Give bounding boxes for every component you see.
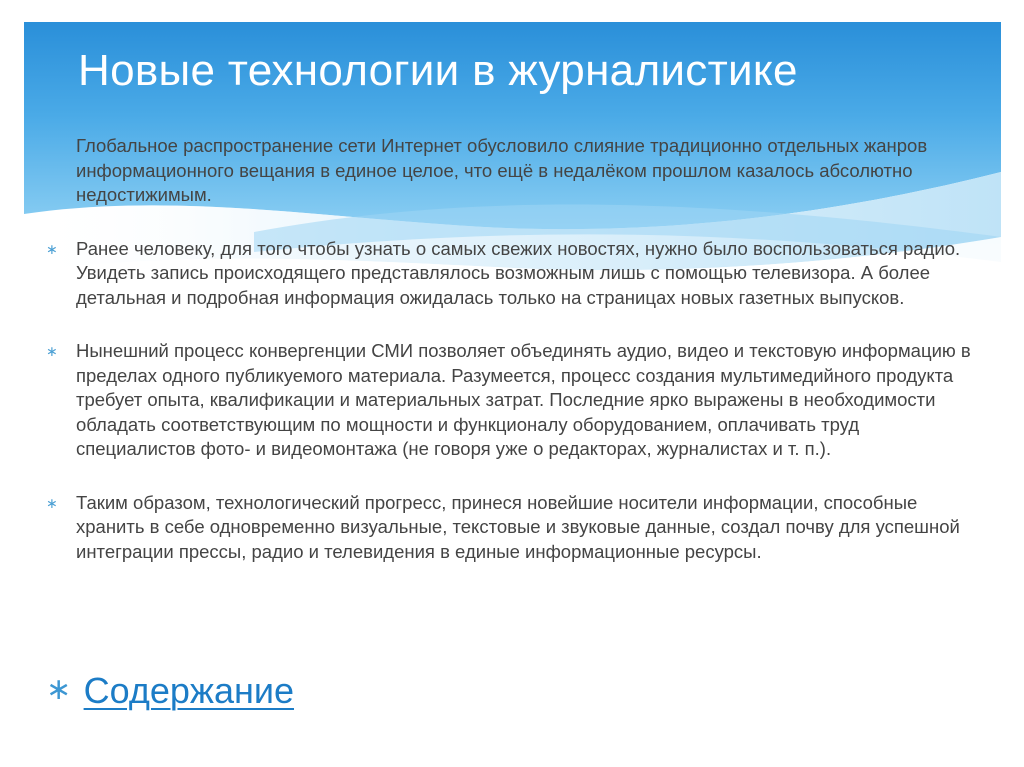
contents-link[interactable]: Содержание (83, 670, 294, 711)
list-item-text: Нынешний процесс конвергенции СМИ позволяет объединять аудио, видео и текстовую информацию в пределах одного публикуемого материала. Разумеется, процесс создания мультимедийного продукта требует опыта, квалификации и материальных затрат. Последние ярко выражены в необходимости обладать соответствующим по мощности и функционалу оборудованием, оплачивать труд специалистов фото- и видеомонтажа (не говоря уже о редакторах, журналистах и т. п.). (76, 340, 971, 459)
asterisk-bullet-icon: ∗ (46, 240, 58, 257)
slide-body (46, 134, 981, 593)
list-item (46, 491, 981, 565)
asterisk-bullet-icon: ∗ (46, 494, 58, 511)
list-item-text: Таким образом, технологический прогресс, принеся новейшие носители информации, способные хранить в себе одновременно визуальные, текстовые и звуковые данные, создал почву для успешной интеграции прессы, радио и телевидения в единые информационные ресурсы. (76, 491, 960, 562)
contents-link-item (46, 670, 294, 712)
list-item-text: Ранее человеку, для того чтобы узнать о самых свежих новостях, нужно было воспользоваться радио. Увидеть запись происходящего представлялось возможным лишь с помощью телевизора. А более детальная и подробная информация ожидалась только на страницах новых газетных выпусков. (76, 237, 961, 308)
page-title: Новые технологии в журналистике (78, 46, 798, 95)
list-item (46, 339, 981, 462)
asterisk-bullet-icon: ∗ (46, 673, 72, 706)
slide (24, 22, 1001, 745)
asterisk-bullet-icon: ∗ (46, 343, 58, 359)
list-item (46, 237, 981, 311)
intro-paragraph: Глобальное распространение сети Интернет обусловило слияние традиционно отдельных жанров информационного вещания в единое целое, что ещё в недалёком прошлом казалось абсолютно недостижимым. (76, 135, 928, 205)
